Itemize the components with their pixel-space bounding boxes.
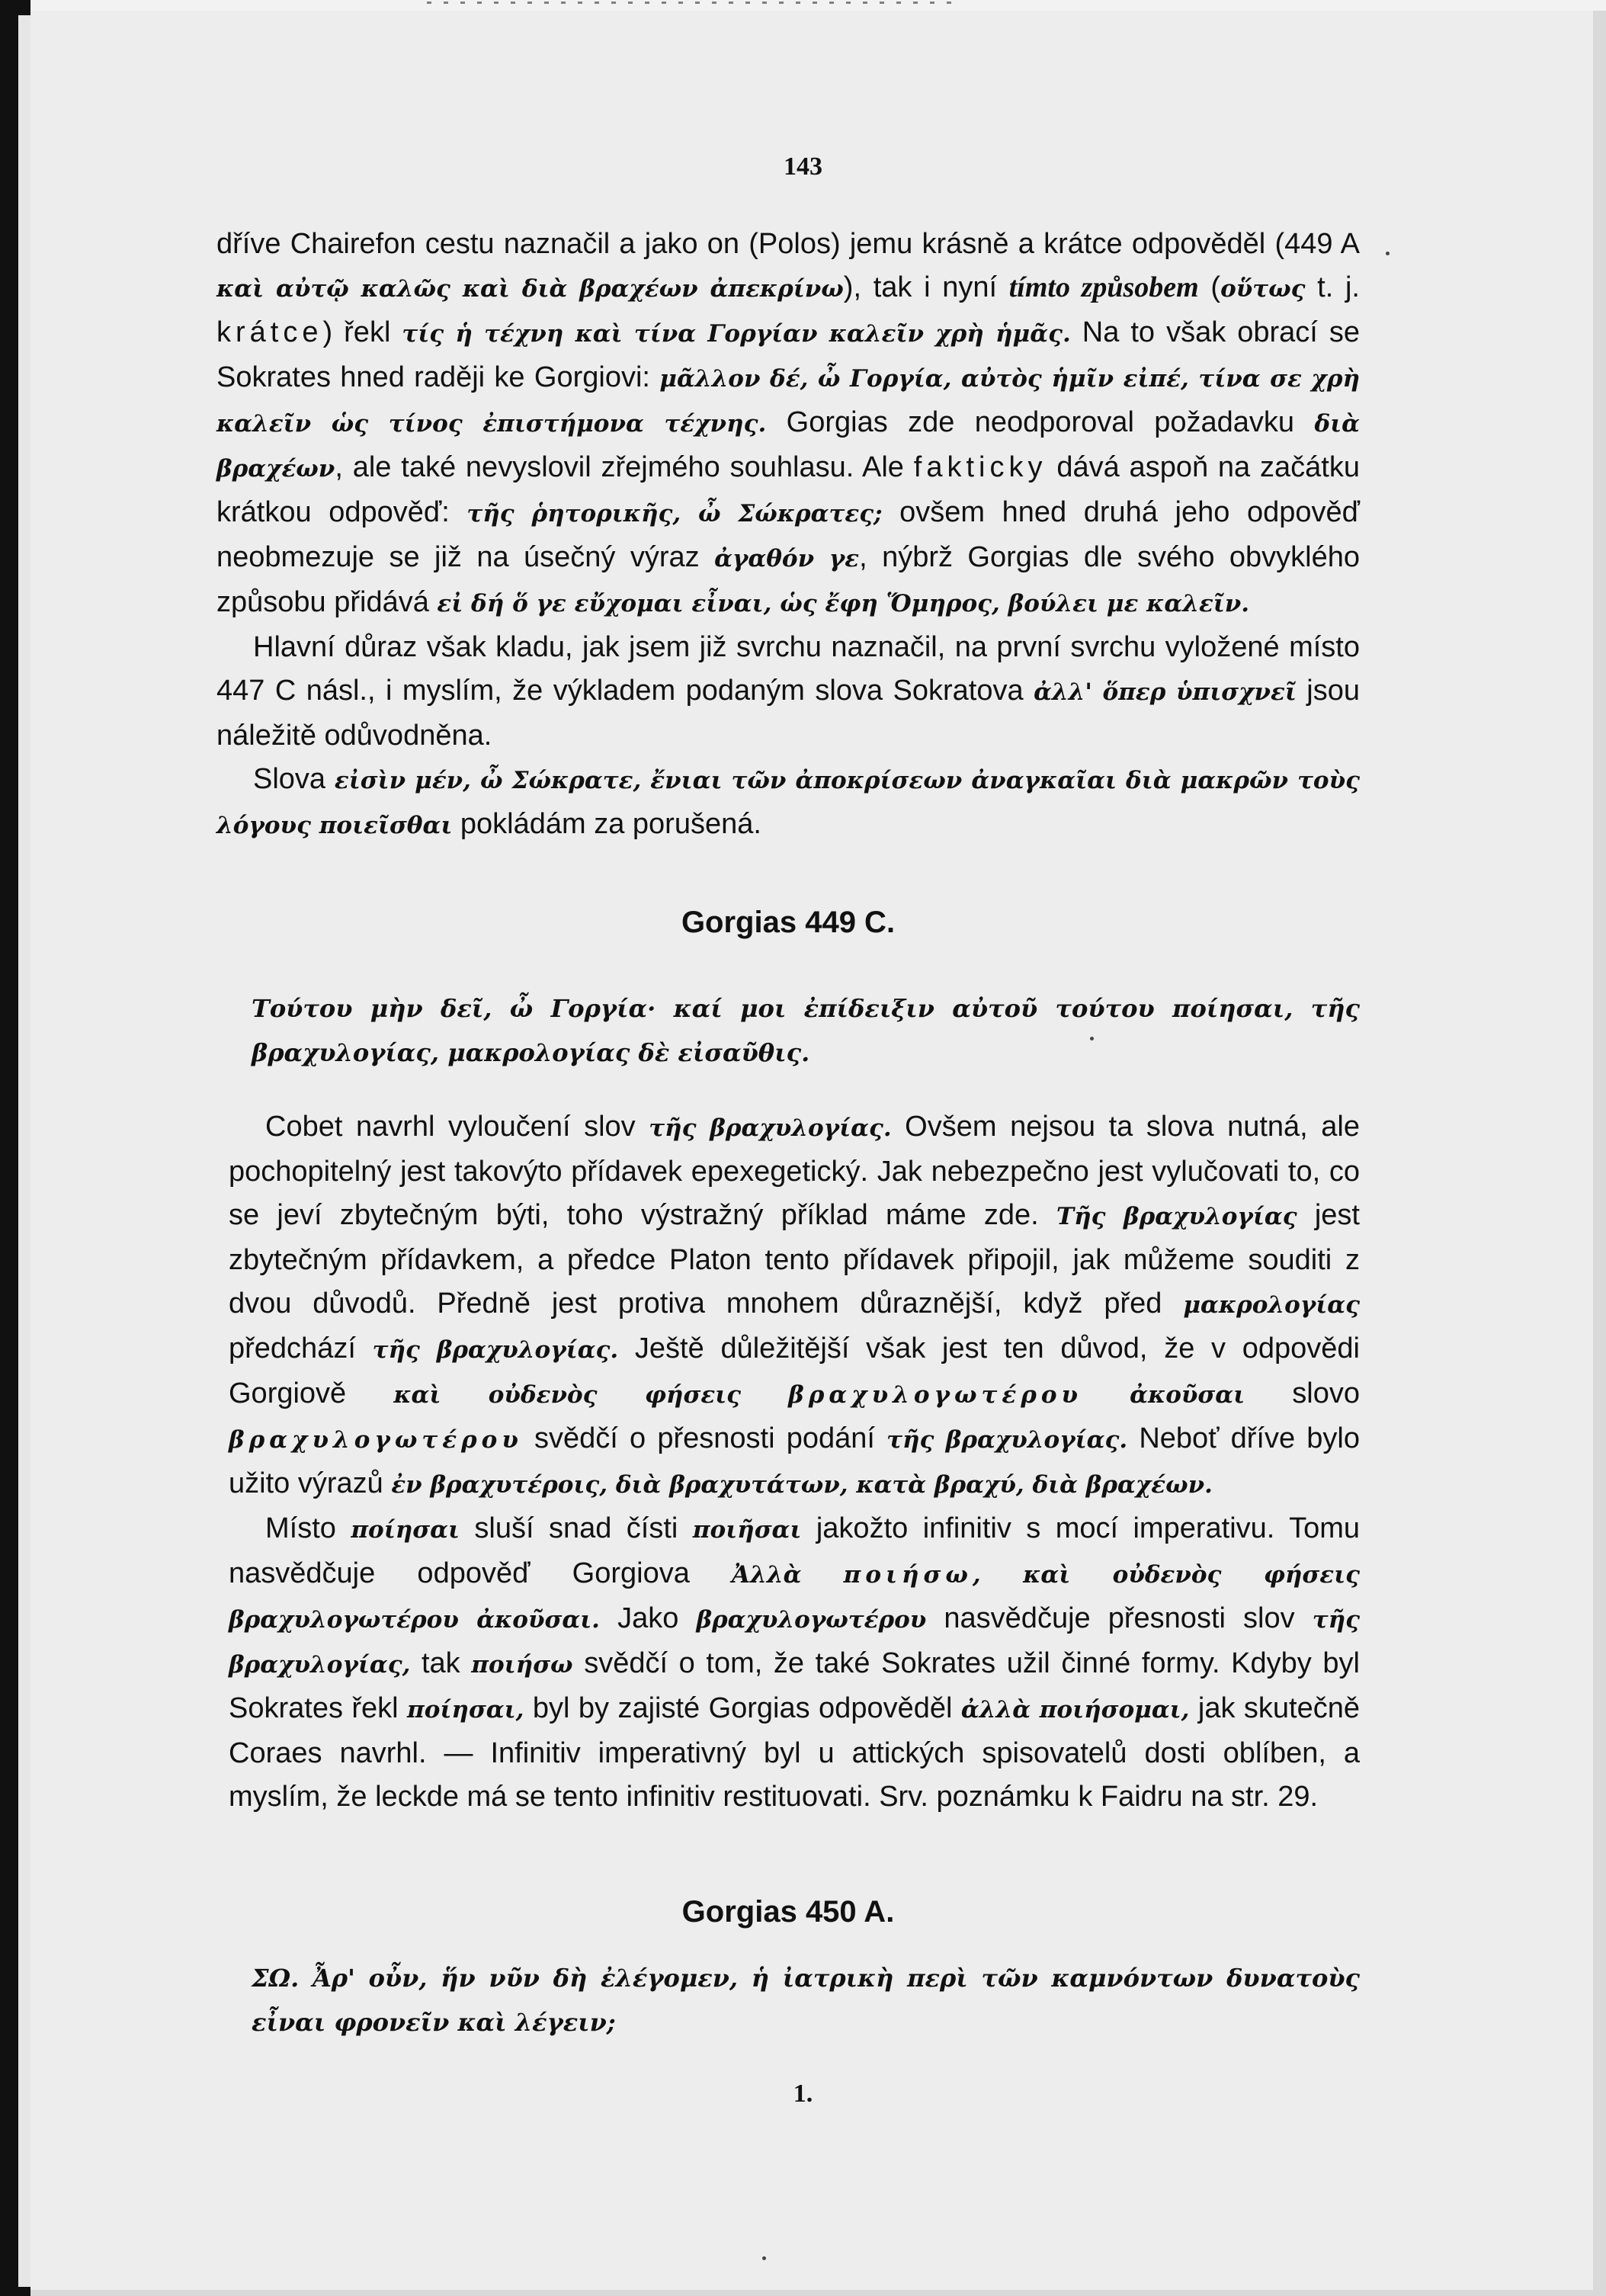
text-run: jest zbytečným přídavkem, a předce Platon tento přídavek připojil, jak můžeme souditi z dvou důvodů. Předně jest protiva mnohem důraznější, když před <box>229 1199 1360 1320</box>
greek-citation: ποιῆσαι <box>692 1516 802 1544</box>
greek-citation: Ἀλλὰ <box>732 1561 802 1589</box>
greek-citation: μᾶλλον δέ, ὦ Γοργία, αὐτὸς ἡμῖν εἰπέ, τίνα σε χρὴ καλεῖν ὡς τίνος ἐπιστήμονα τέχνης. <box>216 365 1360 438</box>
greek-citation: ἀκοῦσαι <box>1130 1381 1245 1409</box>
greek-citation: τῆς βραχυλογίας. <box>649 1114 892 1142</box>
text-run: Ještě důležitější však jest ten důvod, že v odpovědi Gorgiově <box>229 1332 1360 1409</box>
text-run: pokládám za porušená. <box>452 808 761 840</box>
text-run: Gorgias zde neodporoval požadavku <box>766 406 1315 438</box>
greek-citation: Τῆς βραχυλογίας <box>1056 1203 1297 1230</box>
paragraph-5 <box>229 1507 1360 1819</box>
section-1-quote-wrap <box>252 986 1360 1075</box>
section-1 <box>216 906 1360 940</box>
greek-citation: ἀγαθόν γε <box>714 545 860 572</box>
text-run: předchází <box>229 1332 373 1364</box>
scan-left-edge <box>0 0 30 2296</box>
spaced-emphasis: krátce <box>216 316 323 348</box>
text-run: Neboť dříve bylo užito výrazů <box>229 1422 1360 1499</box>
greek-citation: ποιήσω <box>471 1651 573 1679</box>
greek-citation: εἰ δή ὅ γε εὔχομαι εἶναι, ὡς ἔφη Ὅμηρος, βούλει με καλεῖν. <box>437 590 1250 617</box>
greek-citation-spaced: ποιήσω <box>843 1561 973 1589</box>
scan-speck <box>1386 252 1390 255</box>
text-run: Cobet navrhl vyloučení slov <box>265 1111 649 1143</box>
page-number: 143 <box>784 152 822 181</box>
text-run: sluší snad čísti <box>459 1512 693 1544</box>
section-1-greek-quote: Τούτου μὴν δεῖ, ὦ Γοργία· καί μοι ἐπίδειξιν αὐτοῦ τούτου ποίησαι, τῆς βραχυλογίας, μακρολογίας δὲ εἰσαῦθις. <box>252 994 1360 1067</box>
text-run: svědčí o tom, že také Sokrates užil činné formy. Kdyby byl Sokrates řekl <box>229 1647 1360 1724</box>
greek-citation: τῆς βραχυλογίας. <box>886 1426 1128 1454</box>
text-run: ovšem hned druhá jeho odpověď neobmezuje se již na úsečný výraz <box>216 496 1360 573</box>
section-2 <box>216 1895 1360 1929</box>
text-run: Hlavní důraz však kladu, jak jsem již svrchu naznačil, na první svrchu vyložené místo 447 C násl., i myslím, že výkladem podaným slova Sokratova <box>216 631 1360 707</box>
greek-citation: τίς ἡ τέχνη καὶ τίνα Γοργίαν καλεῖν χρὴ ἡμᾶς. <box>402 320 1071 348</box>
section-2-quote-wrap <box>252 1956 1360 2044</box>
greek-citation: τῆς ῥητορικῆς, ὦ Σώκρατες; <box>466 500 883 528</box>
scan-speck <box>1090 1037 1094 1041</box>
greek-citation-spaced: βραχυλογωτέρου <box>229 1426 523 1454</box>
main-column-1 <box>216 223 1360 848</box>
text-run <box>801 1557 843 1589</box>
greek-citation: τῆς βραχυλογίας. <box>372 1336 619 1364</box>
signature-mark: 1. <box>793 2080 813 2108</box>
text-run: Slova <box>253 763 335 795</box>
paragraph-3 <box>216 758 1360 848</box>
greek-citation: ποίησαι, <box>407 1696 524 1724</box>
greek-citation: ποίησαι <box>351 1516 460 1544</box>
text-run: Místo <box>265 1512 351 1544</box>
text-run: Jako <box>599 1602 697 1634</box>
greek-citation: ἀλλὰ ποιήσομαι, <box>960 1696 1190 1724</box>
text-run: svědčí o přesnosti podání <box>522 1422 887 1454</box>
greek-citation: ἐν βραχυτέροις, διὰ βραχυτάτων, κατὰ βραχύ, διὰ βραχέων. <box>391 1471 1213 1499</box>
paragraph-4 <box>229 1105 1360 1507</box>
greek-citation: ἀλλ' ὅπερ ὑπισχνεῖ <box>1034 678 1297 706</box>
paragraph-2 <box>216 626 1360 758</box>
text-run: jakožto infinitiv s mocí imperativu. Tomu nasvědčuje odpověď Gorgiova <box>229 1512 1360 1589</box>
text-run: t. j. <box>1305 271 1360 303</box>
text-run: nasvědčuje přesnosti slov <box>926 1602 1313 1634</box>
greek-citation: οὕτως <box>1220 275 1306 303</box>
text-run <box>741 1377 788 1409</box>
text-run: jsou náležitě odůvodněna. <box>216 675 1360 752</box>
text-run: slovo <box>1245 1377 1360 1409</box>
section-1-heading: Gorgias 449 C. <box>681 906 896 939</box>
paragraph-1 <box>216 223 1360 626</box>
greek-citation: καὶ οὐδενὸς φήσεις <box>393 1381 742 1409</box>
greek-citation: καὶ αὐτῷ καλῶς καὶ διὰ βραχέων ἀπεκρίνω <box>216 275 844 303</box>
text-run: ) řekl <box>322 316 402 348</box>
text-run <box>1082 1377 1130 1409</box>
text-run: , nýbrž Gorgias dle svého obvyklého způsobu přidává <box>216 541 1360 618</box>
greek-citation: , καὶ οὐδενὸς φήσεις βραχυλογωτέρου ἀκοῦσαι. <box>229 1561 1361 1634</box>
greek-citation: διὰ βραχέων <box>216 410 1360 483</box>
section-2-greek-quote: ΣΩ. Ἆρ' οὖν, ἥν νῦν δὴ ἐλέγομεν, ἡ ἰατρικὴ περὶ τῶν καμνόντων δυνατοὺς εἶναι φρονεῖν καὶ λέγειν; <box>252 1964 1360 2037</box>
text-run: Na to však obrací se Sokrates hned raději ke Gorgiovi: <box>216 316 1360 393</box>
greek-citation: βραχυλογωτέρου <box>696 1606 927 1634</box>
scan-top-edge <box>30 0 1606 11</box>
greek-citation: μακρολογίας <box>1183 1291 1360 1319</box>
scan-speck <box>762 2256 766 2260</box>
text-run: dává aspoň na začátku krátkou odpověď: <box>216 451 1360 528</box>
text-run: , ale také nevyslovil zřejmého souhlasu. Ale <box>335 451 914 483</box>
spaced-emphasis: fakticky <box>913 451 1047 483</box>
text-run: ), tak i nyní <box>843 271 1009 303</box>
italic-emphasis: tímto způsobem <box>1008 271 1199 303</box>
main-column-2 <box>229 1105 1360 1819</box>
greek-citation-spaced: βραχυλογωτέρου <box>788 1381 1083 1409</box>
greek-citation: τῆς βραχυλογίας, <box>229 1606 1360 1679</box>
greek-citation: εἰσὶν μέν, ὦ Σώκρατε, ἔνιαι τῶν ἀποκρίσεων ἀναγκαῖαι διὰ μακρῶν τοὺς λόγους ποιεῖσθαι <box>216 767 1360 839</box>
text-run: dříve Chairefon cestu naznačil a jako on (Polos) jemu krásně a krátce odpověděl (449 A <box>216 228 1360 260</box>
text-run: jak skutečně Coraes navrhl. — Infinitiv imperativný byl u attických spisovatelů dosti oblíben, a myslím, že leckde má se tento infinitiv restituovati. Srv. poznámku k Faidru na str. 29. <box>229 1692 1360 1813</box>
section-2-heading: Gorgias 450 A. <box>681 1895 895 1929</box>
text-run: ( <box>1198 271 1221 303</box>
text-run: byl by zajisté Gorgias odpověděl <box>524 1692 961 1724</box>
text-run: tak <box>410 1647 472 1679</box>
text-run: Ovšem nejsou ta slova nutná, ale pochopitelný jest takovýto přídavek epexegetický. Jak nebezpečno jest vylučovati to, co se jeví zbytečným býti, toho výstražný příklad máme zde. <box>229 1111 1360 1231</box>
